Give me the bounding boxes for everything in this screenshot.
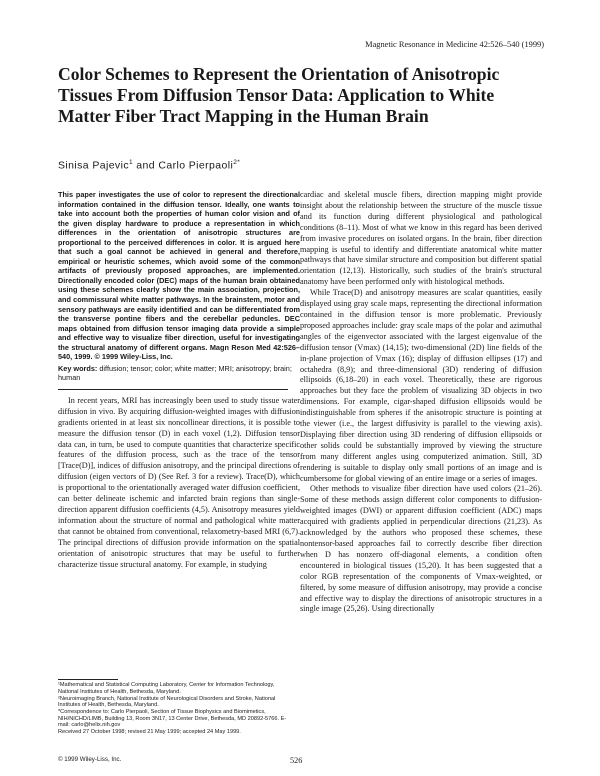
footnote-affiliation: ¹Mathematical and Statistical Computing Laboratory, Center for Information Technology, National Institutes of Health, Bethesda, Maryland. — [58, 682, 275, 695]
journal-citation: Magnetic Resonance in Medicine 42:526–540 (1999) — [365, 40, 544, 49]
author-affiliation-mark: 1 — [128, 159, 133, 166]
body-paragraph: cardiac and skeletal muscle fibers, direction mapping might provide insight about the relationship between the structure of the muscle tissue and its function during different physiological and pathological conditions (8–11). Most of what we know in this regard has been derived from invasive procedures on isolated organs. In the brain, fiber direction mapping is useful to identify and differentiate anatomical white matter pathways that have similar structure and composition but different spatial orientation (12,13). Historically, such studies of the brain's structural anatomy have been performed only with histological methods. — [300, 190, 542, 287]
right-column — [300, 190, 542, 615]
footnote-correspondence: *Correspondence to: Carlo Pierpaoli, Section of Tissue Biophysics and Biomimetics, NIH/NICHD/LIMB, Building 13, Room 3N17, 13 Center Drive, Bethesda, MD 20892-5766. E-mail: carlo@helix.nih.gov — [58, 709, 287, 729]
abstract-citation: Magn Reson Med 42:526–540, 1999. © 1999 Wiley-Liss, Inc. — [58, 342, 300, 362]
page-number: 526 — [290, 756, 303, 765]
abstract — [58, 190, 300, 362]
left-column — [58, 190, 300, 570]
author-name: Sinisa Pajevic — [58, 159, 129, 172]
abstract-divider — [58, 389, 288, 390]
footnotes — [58, 682, 290, 736]
keywords-label: Key words: — [58, 363, 98, 373]
abstract-text: This paper investigates the use of color to represent the directional information contained in the diffusion tensor. Ideally, one wants to take into account both the properties of human color vision and of the given display hardware to produce a representation in which differences in the orientation of anisotropic structures are proportional to the perceived differences in color. It is argued here that such a goal cannot be achieved in general and therefore, empirical or heuristic schemes, which avoid some of the common artifacts of previously proposed approaches, are implemented. Directionally encoded color (DEC) maps of the human brain obtained using these schemes clearly show the main association, projection, and commissural white matter pathways. In the brainstem, motor and sensory pathways are easily identified and can be differentiated from the transverse pontine fibers and the cerebellar peduncles. DEC maps obtained from diffusion tensor imaging data provide a simple and effective way to visualize fiber direction, useful for investigating the structural anatomy of different organs. — [58, 190, 300, 352]
footnote-received-dates: Received 27 October 1998; revised 21 May 1999; accepted 24 May 1999. — [58, 729, 241, 736]
keywords-list: diffusion; tensor; color; white matter; MRI; anisotropy; brain; human — [58, 363, 292, 383]
copyright-notice: © 1999 Wiley-Liss, Inc. — [58, 756, 122, 763]
author-name: Carlo Pierpaoli — [158, 159, 234, 172]
footnote-divider — [58, 679, 118, 680]
author-affiliation-mark: 2* — [233, 159, 241, 166]
author-line — [58, 159, 240, 172]
author-separator: and — [132, 159, 159, 172]
article-title: Color Schemes to Represent the Orientation of Anisotropic Tissues From Diffusion Tensor Data: Application to White Matter Fiber Tract Mapping in the Human Brain — [58, 64, 500, 126]
keywords — [58, 364, 300, 383]
body-paragraph: Other methods to visualize fiber direction have used colors (21–26). Some of these methods assign different color components to diffusion-weighted images (DWI) or apparent diffusion coefficient (ADC) maps acquired with gradients applied in perpendicular directions (21,23). As acknowledged by the authors who proposed these schemes, these nontensor-based approaches fail to correctly describe fiber direction when D has nonzero off-diagonal elements, a condition often encountered in biological tissues (15,20). It has been suggested that a color RGB representation of the components of Vmax-weighted, or filtered, by some measure of diffusion anisotropy, may provide a concise and effective way to display the directions of anisotropic structures in a single image (25,26). Using directionally — [300, 484, 542, 614]
footnote-affiliation: ²Neuroimaging Branch, National Institute of Neurological Disorders and Stroke, National Institutes of Health, Bethesda, Maryland. — [58, 695, 276, 709]
body-paragraph: In recent years, MRI has increasingly been used to study tissue water diffusion in vivo. By acquiring diffusion-weighted images with diffusion gradients oriented in at least six noncollinear directions, it is possible to measure the diffusion tensor (D) in each voxel (1,2). Diffusion tensor data can, in turn, be used to compute quantities that characterize specific features of the diffusion process, such as the trace of the tensor [Trace(D)], indices of diffusion anisotropy, and the principal directions of diffusion (eigen vectors of D) (See Ref. 3 for a review). Trace(D), which is proportional to the orientationally averaged water diffusion coefficient, can better delineate ischemic and infarcted brain regions than single-direction apparent diffusion coefficients (4,5). Anisotropy measures yield information about the structure of normal and pathological white matter that cannot be obtained from conventional, relaxometry-based MRI (6,7). The principal directions of diffusion provide information on the spatial orientation of anisotropic structures that may be useful to further characterize tissue structural anatomy. For example, in studying — [58, 395, 300, 569]
body-paragraph: While Trace(D) and anisotropy measures are scalar quantities, easily displayed using gray scale maps, representing the directional information contained in the diffusion tensor is more problematic. Previously proposed approaches include: gray scale maps of the polar and azimuthal angles of the eigenvector associated with the largest eigenvalue of the diffusion tensor (Vmax) (14,15); two-dimensional (2D) line fields of the in-plane projection of Vmax (16); display of diffusion ellipses (17) and octahedra (8,9); and three-dimensional (3D) rendering of diffusion ellipsoids (6,18–20) in each voxel. Theoretically, these are rigorous approaches but they face the problem of visualizing 3D objects in two dimensions. For example, cigar-shaped diffusion ellipsoids would be indistinguishable from spheres if the anisotropic structure is pointing at the viewer (i.e., the largest diffusivity is parallel to the viewing axis). Displaying fiber direction using 3D rendering of diffusion ellipsoids or other solids could be substantially improved by viewing the structure from many different angles using computerized animation. Still, 3D rendering is suitable to display only small portions of an image and is cumbersome for global viewing of an entire image or a series of images. — [300, 288, 542, 483]
